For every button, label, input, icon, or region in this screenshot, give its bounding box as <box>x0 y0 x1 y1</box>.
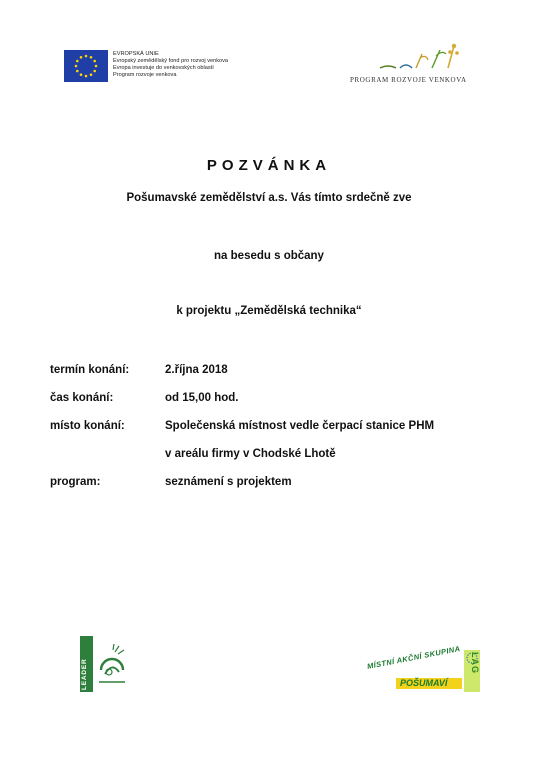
detail-row-date <box>0 364 538 380</box>
eu-line-2: Evropský zemědělský fond pro rozvoj venkova <box>113 58 229 64</box>
detail-label: program: <box>50 476 101 488</box>
detail-label: místo konání: <box>50 420 125 432</box>
eu-text <box>113 51 228 79</box>
detail-value: seznámení s projektem <box>165 476 292 488</box>
detail-value: Společenská místnost vedle čerpací stanice PHM <box>165 420 435 432</box>
eu-line-4: Program rozvoje venkova <box>113 72 177 78</box>
prv-logo <box>340 40 470 90</box>
leader-emblem-icon <box>97 642 127 686</box>
detail-value: od 15,00 hod. <box>165 392 239 404</box>
leader-text: LEADER <box>81 658 88 690</box>
eu-line-1: EVROPSKÁ UNIE <box>113 51 159 57</box>
lag-logo <box>366 644 480 696</box>
prv-plants-icon <box>340 40 470 74</box>
eu-flag-icon <box>64 50 108 82</box>
detail-value: 2.října 2018 <box>165 364 228 376</box>
leader-strip <box>80 636 93 692</box>
detail-row-place-continued <box>0 448 538 464</box>
leader-logo <box>80 636 128 692</box>
detail-row-place <box>0 420 538 436</box>
detail-value: v areálu firmy v Chodské Lhotě <box>165 448 336 460</box>
eu-line-3: Evropa investuje do venkovských oblastí <box>113 65 214 71</box>
lag-side-text: LAG <box>470 652 480 674</box>
detail-label: čas konání: <box>50 392 114 404</box>
detail-row-time <box>0 392 538 408</box>
invitation-purpose: na besedu s občany <box>214 250 324 262</box>
eu-header <box>64 50 264 84</box>
prv-caption: PROGRAM ROZVOJE VENKOVA <box>350 76 467 84</box>
lag-name: POŠUMAVÍ <box>400 678 448 688</box>
invitation-title: POZVÁNKA <box>206 157 332 174</box>
invitation-project: k projektu „Zemědělská technika“ <box>176 305 362 317</box>
detail-row-program <box>0 476 538 492</box>
invitation-subtitle: Pošumavské zemědělství a.s. Vás tímto srdečně zve <box>126 192 412 204</box>
detail-label: termín konání: <box>50 364 130 376</box>
lag-arc-text: MÍSTNÍ AKČNÍ SKUPINA <box>366 644 462 671</box>
